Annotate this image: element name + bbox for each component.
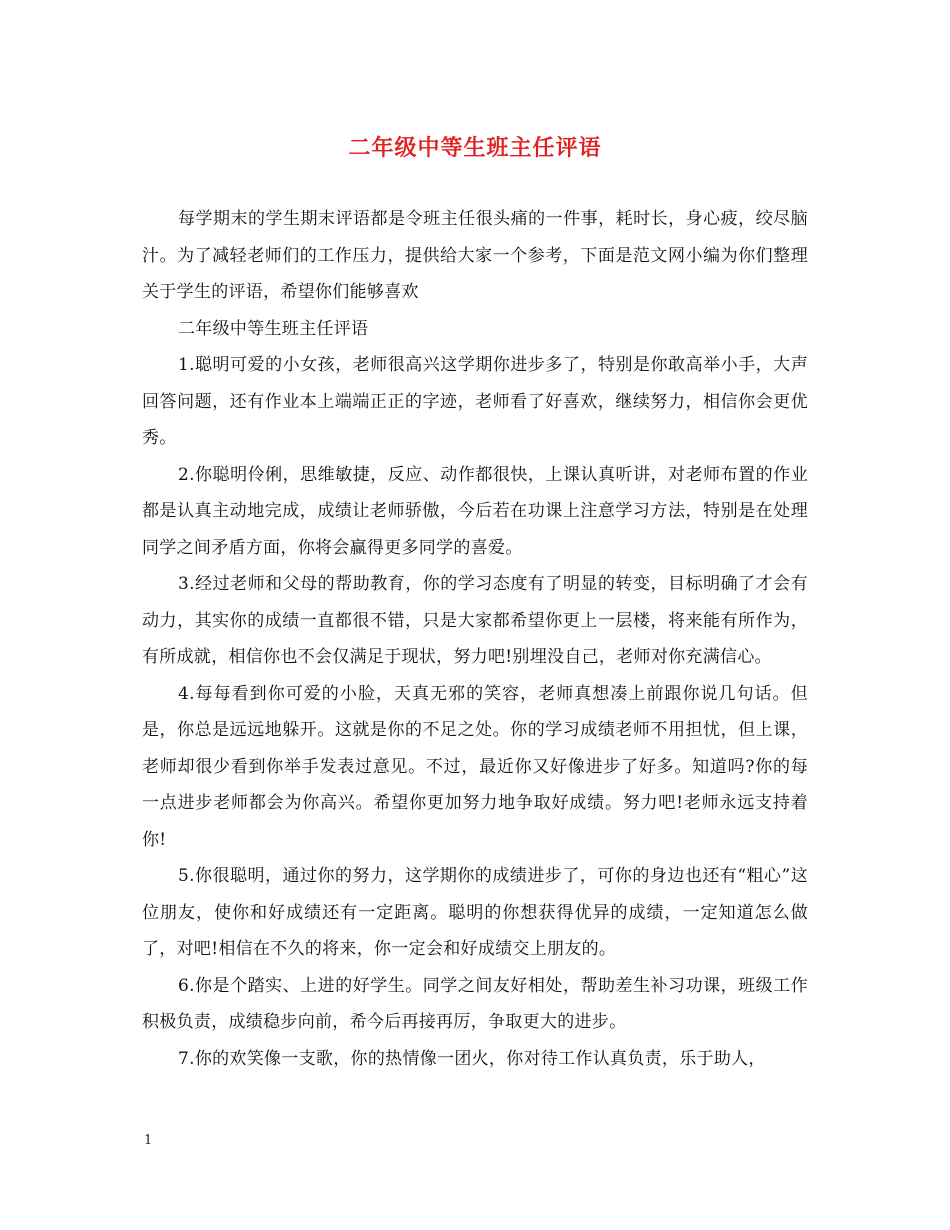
comment-paragraph-2: 2.你聪明伶俐，思维敏捷，反应、动作都很快，上课认真听讲，对老师布置的作业都是认真主动地完成，成绩让老师骄傲，今后若在功课上注意学习方法，特别是在处理同学之间矛盾方面，你将会赢得更多同学的喜爱。 — [142, 464, 808, 558]
comment-paragraph-5: 5.你很聪明，通过你的努力，这学期你的成绩进步了，可你的身边也还有“粗心”这位朋友，使你和好成绩还有一定距离。聪明的你想获得优异的成绩，一定知道怎么做了，对吧!相信在不久的将来，你一定会和好成绩交上朋友的。 — [142, 866, 808, 959]
page-title: 二年级中等生班主任评语 — [348, 135, 602, 161]
comment-paragraph-7: 7.你的欢笑像一支歌，你的热情像一团火，你对待工作认真负责，乐于助人， — [178, 1048, 766, 1069]
document-body — [142, 201, 808, 1077]
section-heading: 二年级中等生班主任评语 — [178, 318, 369, 339]
intro-paragraph: 每学期末的学生期末评语都是令班主任很头痛的一件事，耗时长，身心疲，绞尽脑汁。为了减轻老师们的工作压力，提供给大家一个参考，下面是范文网小编为你们整理关于学生的评语，希望你们能够喜欢 — [142, 209, 808, 302]
page-number: 1 — [144, 1133, 153, 1148]
comment-paragraph-4: 4.每每看到你可爱的小脸，天真无邪的笑容，老师真想凑上前跟你说几句话。但是，你总是远远地躲开。这就是你的不足之处。你的学习成绩老师不用担忧，但上课，老师却很少看到你举手发表过意见。不过，最近你又好像进步了好多。知道吗?你的每一点进步老师都会为你高兴。希望你更加努力地争取好成绩。努力吧!老师永远支持着你! — [142, 683, 808, 850]
comment-paragraph-3: 3.经过老师和父母的帮助教育，你的学习态度有了明显的转变，目标明确了才会有动力，其实你的成绩一直都很不错，只是大家都希望你更上一层楼，将来能有所作为，有所成就，相信你也不会仅满足于现状，努力吧!别埋没自己，老师对你充满信心。 — [142, 574, 808, 667]
comment-paragraph-1: 1.聪明可爱的小女孩，老师很高兴这学期你进步多了，特别是你敢高举小手，大声回答问题，还有作业本上端端正正的字迹，老师看了好喜欢，继续努力，相信你会更优秀。 — [142, 355, 808, 448]
comment-paragraph-6: 6.你是个踏实、上进的好学生。同学之间友好相处，帮助差生补习功课，班级工作积极负责，成绩稳步向前，希今后再接再厉，争取更大的进步。 — [142, 975, 808, 1032]
